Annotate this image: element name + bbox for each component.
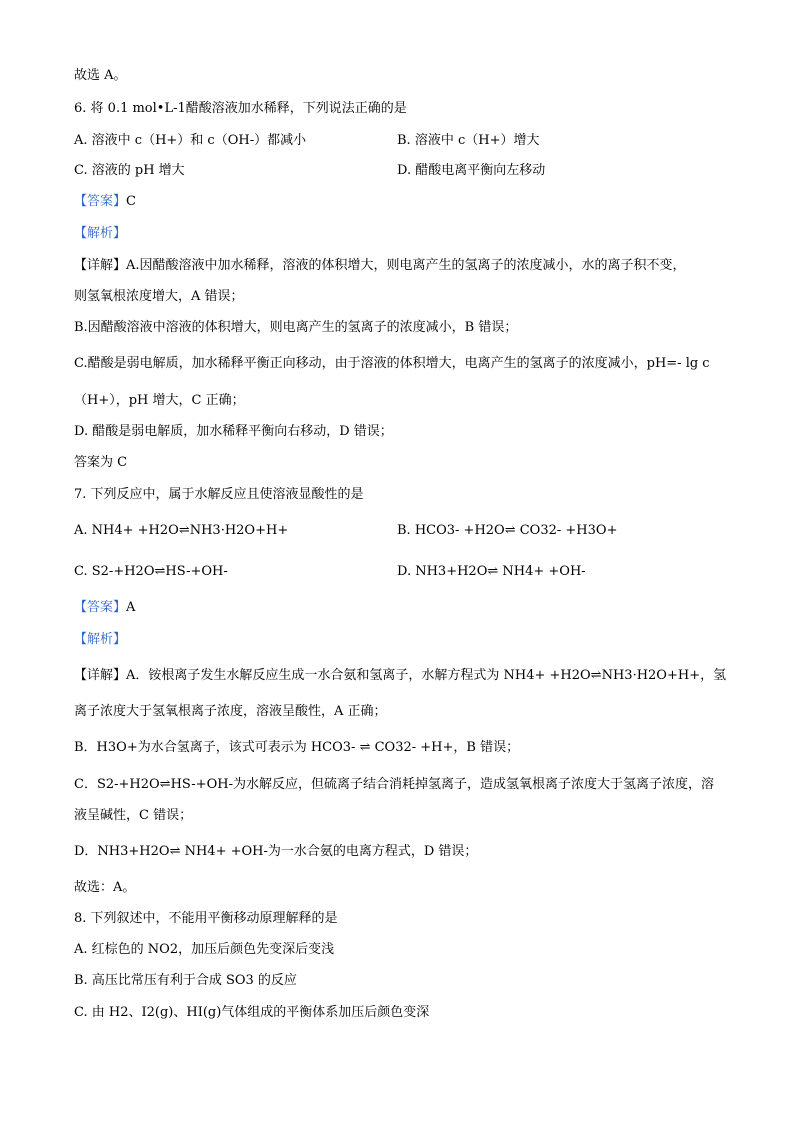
q6-answer: C — [126, 194, 136, 209]
q6-stem: 6. 将 0.1 mol•L-1醋酸溶液加水稀释，下列说法正确的是 — [74, 101, 407, 116]
q6-detail-line-6: D. 醋酸是弱电解质，加水稀释平衡向右移动，D 错误； — [74, 424, 393, 439]
answer-tag: 【答案】 — [74, 600, 127, 615]
q8-option-b: B. 高压比常压有利于合成 SO3 的反应 — [74, 973, 297, 988]
q6-detail-line-2: 则氢氧根浓度增大，A 错误； — [74, 289, 244, 304]
q7-detail-line-1: 【详解】A．铵根离子发生水解反应生成一水合氨和氢离子，水解方程式为 NH4+ +H2O⇌NH3·H2O+H+，氢 — [74, 668, 727, 683]
q7-detail-line-4: C．S2-+H2O⇌HS-+OH-为水解反应，但硫离子结合消耗掉氢离子，造成氢氧根离子浓度大于氢离子浓度，溶 — [74, 777, 714, 792]
q6-analysis-tag: 【解析】 — [74, 226, 127, 241]
q7-answer: A — [126, 600, 136, 615]
q6-detail-line-5: （H+），pH 增大，C 正确； — [74, 393, 245, 408]
q6-option-d: D. 醋酸电离平衡向左移动 — [397, 163, 546, 178]
q7-option-c: C. S2-+H2O⇌HS-+OH- — [74, 564, 228, 579]
q8-option-c: C. 由 H2、I2(g)、HI(g)气体组成的平衡体系加压后颜色变深 — [74, 1005, 430, 1020]
q7-answer-line — [74, 599, 135, 617]
q7-stem: 7. 下列反应中，属于水解反应且使溶液显酸性的是 — [74, 487, 364, 502]
q6-option-c: C. 溶液的 pH 增大 — [74, 163, 185, 178]
q6-option-a: A. 溶液中 c（H+）和 c（OH-）都减小 — [74, 133, 307, 148]
q6-answer-line — [74, 193, 136, 211]
answer-tag: 【答案】 — [74, 194, 127, 209]
q7-detail-line-3: B．H3O+为水合氢离子，该式可表示为 HCO3- ⇌ CO32- +H+，B 错误； — [74, 740, 520, 755]
q7-detail-line-2: 离子浓度大于氢氧根离子浓度，溶液呈酸性，A 正确； — [74, 704, 387, 719]
q7-option-b: B. HCO3- +H2O⇌ CO32- +H3O+ — [397, 523, 618, 538]
q6-detail-line-7: 答案为 C — [74, 455, 128, 470]
q7-option-d: D. NH3+H2O⇌ NH4+ +OH- — [397, 564, 586, 579]
q7-detail-line-7: 故选：A。 — [74, 880, 136, 895]
q6-detail-line-1: 【详解】A.因醋酸溶液中加水稀释，溶液的体积增大，则电离产生的氢离子的浓度减小，水的离子积不变， — [74, 258, 686, 273]
q6-option-b: B. 溶液中 c（H+）增大 — [397, 133, 540, 148]
q7-analysis-tag: 【解析】 — [74, 632, 127, 647]
q7-option-a: A. NH4+ +H2O⇌NH3·H2O+H+ — [74, 523, 289, 538]
q8-option-a: A. 红棕色的 NO2，加压后颜色先变深后变浅 — [74, 942, 335, 957]
q7-detail-line-5: 液呈碱性，C 错误； — [74, 808, 193, 823]
q5-conclusion: 故选 A。 — [74, 68, 127, 83]
q8-stem: 8. 下列叙述中，不能用平衡移动原理解释的是 — [74, 911, 338, 926]
q6-detail-line-3: B.因醋酸溶液中溶液的体积增大，则电离产生的氢离子的浓度减小，B 错误； — [74, 320, 518, 335]
q7-detail-line-6: D．NH3+H2O⇌ NH4+ +OH-为一水合氨的电离方程式，D 错误； — [74, 844, 478, 859]
q6-detail-line-4: C.醋酸是弱电解质，加水稀释平衡正向移动，由于溶液的体积增大，电离产生的氢离子的浓度减小，pH=- lg c — [74, 356, 710, 371]
